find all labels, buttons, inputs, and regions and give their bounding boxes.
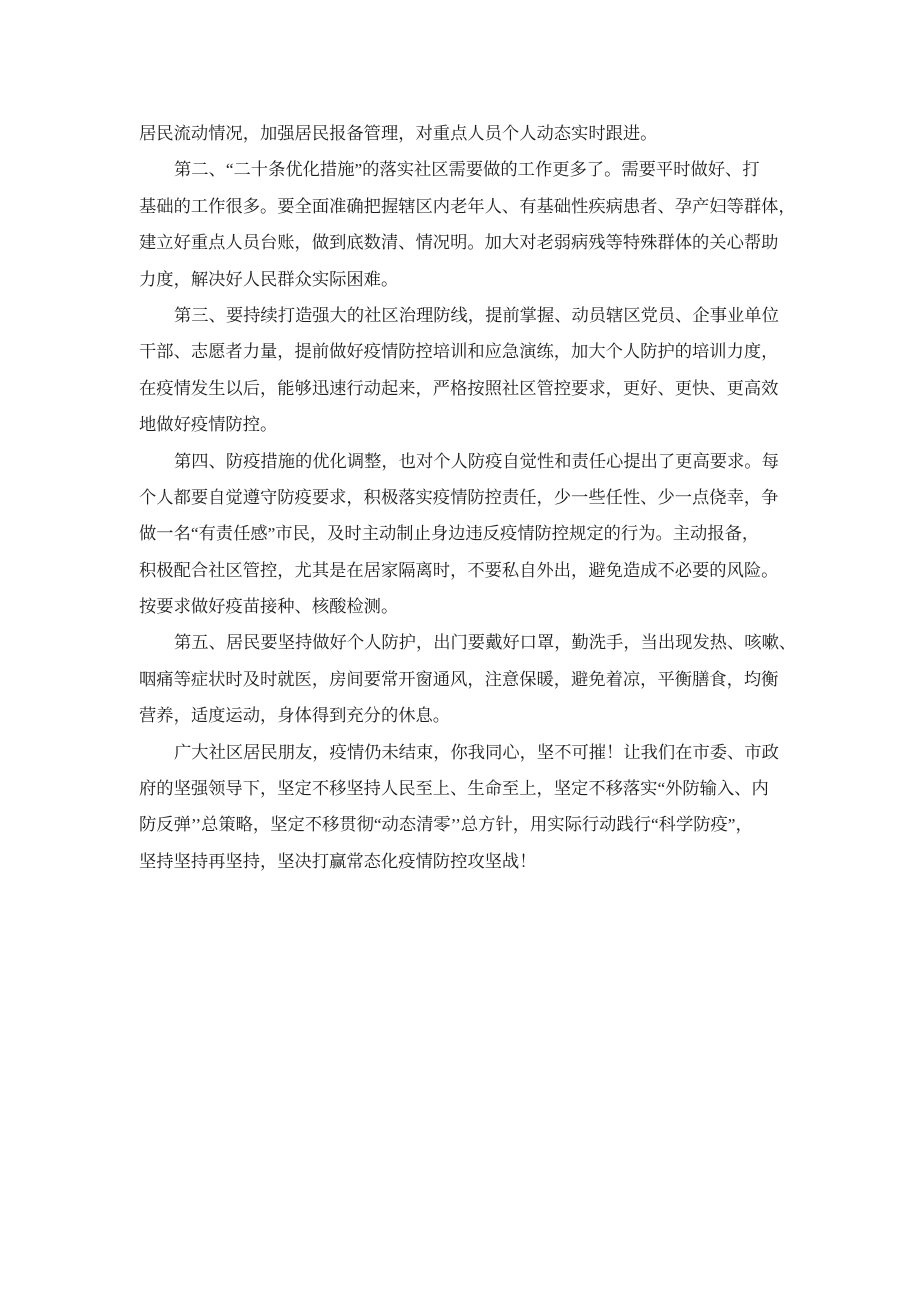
paragraph	[139, 152, 799, 298]
paragraph	[139, 444, 799, 626]
paragraph	[139, 298, 799, 444]
text-line: 第四、防疫措施的优化调整，也对个人防疫自觉性和责任心提出了更高要求。每	[174, 451, 779, 471]
text-line: 坚持坚持再坚持，坚决打赢常态化疫情防控攻坚战！	[139, 851, 537, 871]
text-line: 居民流动情况，加强居民报备管理，对重点人员个人动态实时跟进。	[139, 124, 658, 143]
text-line: 做一名“有责任感”市民，及时主动制止身边违反疫情防控规定的行为。主动报备，	[139, 524, 760, 544]
text-line: 按要求做好疫苗接种、核酸检测。	[139, 597, 399, 617]
text-line: 咽痛等症状时及时就医，房间要常开窗通风，注意保暖，避免着凉，平衡膳食，均衡	[139, 669, 779, 689]
text-line: 第三、要持续打造强大的社区治理防线，提前掌握、动员辖区党员、企事业单位	[174, 305, 779, 325]
paragraph	[139, 735, 799, 881]
text-line: 第五、居民要坚持做好个人防护，出门要戴好口罩，勤洗手，当出现发热、咳嗽、	[174, 633, 797, 653]
text-line: 力度，解决好人民群众实际困难。	[139, 269, 399, 289]
text-line: 建立好重点人员台账，做到底数清、情况明。加大对老弱病残等特殊群体的关心帮助	[139, 233, 779, 253]
text-line: 第二、“二十条优化措施”的落实社区需要做的工作更多了。需要平时做好、打	[174, 160, 760, 180]
text-line: 基础的工作很多。要全面准确把握辖区内老年人、有基础性疾病患者、孕产妇等群体，	[139, 196, 796, 216]
paragraph	[139, 625, 799, 734]
paragraph	[139, 116, 799, 152]
text-line: 地做好疫情防控。	[139, 415, 278, 435]
text-line: 营养，适度运动，身体得到充分的休息。	[139, 706, 451, 726]
text-line: 广大社区居民朋友，疫情仍未结束，你我同心，坚不可摧！让我们在市委、市政	[174, 742, 779, 762]
text-line: 个人都要自觉遵守防疫要求，积极落实疫情防控责任，少一些任性、少一点侥幸，争	[139, 487, 779, 507]
text-line: 积极配合社区管控，尤其是在居家隔离时，不要私自外出，避免造成不必要的风险。	[139, 560, 779, 580]
text-line: 在疫情发生以后，能够迅速行动起来，严格按照社区管控要求，更好、更快、更高效	[139, 378, 779, 398]
text-line: 府的坚强领导下，坚定不移坚持人民至上、生命至上，坚定不移落实“外防输入、内	[139, 779, 769, 799]
document-text-block	[139, 116, 799, 880]
text-line: 干部、志愿者力量，提前做好疫情防控培训和应急演练，加大个人防护的培训力度，	[139, 342, 779, 362]
text-line: 防反弹’’总策略，坚定不移贯彻“动态清零’’总方针，用实际行动践行“科学防疫”，	[139, 815, 753, 835]
